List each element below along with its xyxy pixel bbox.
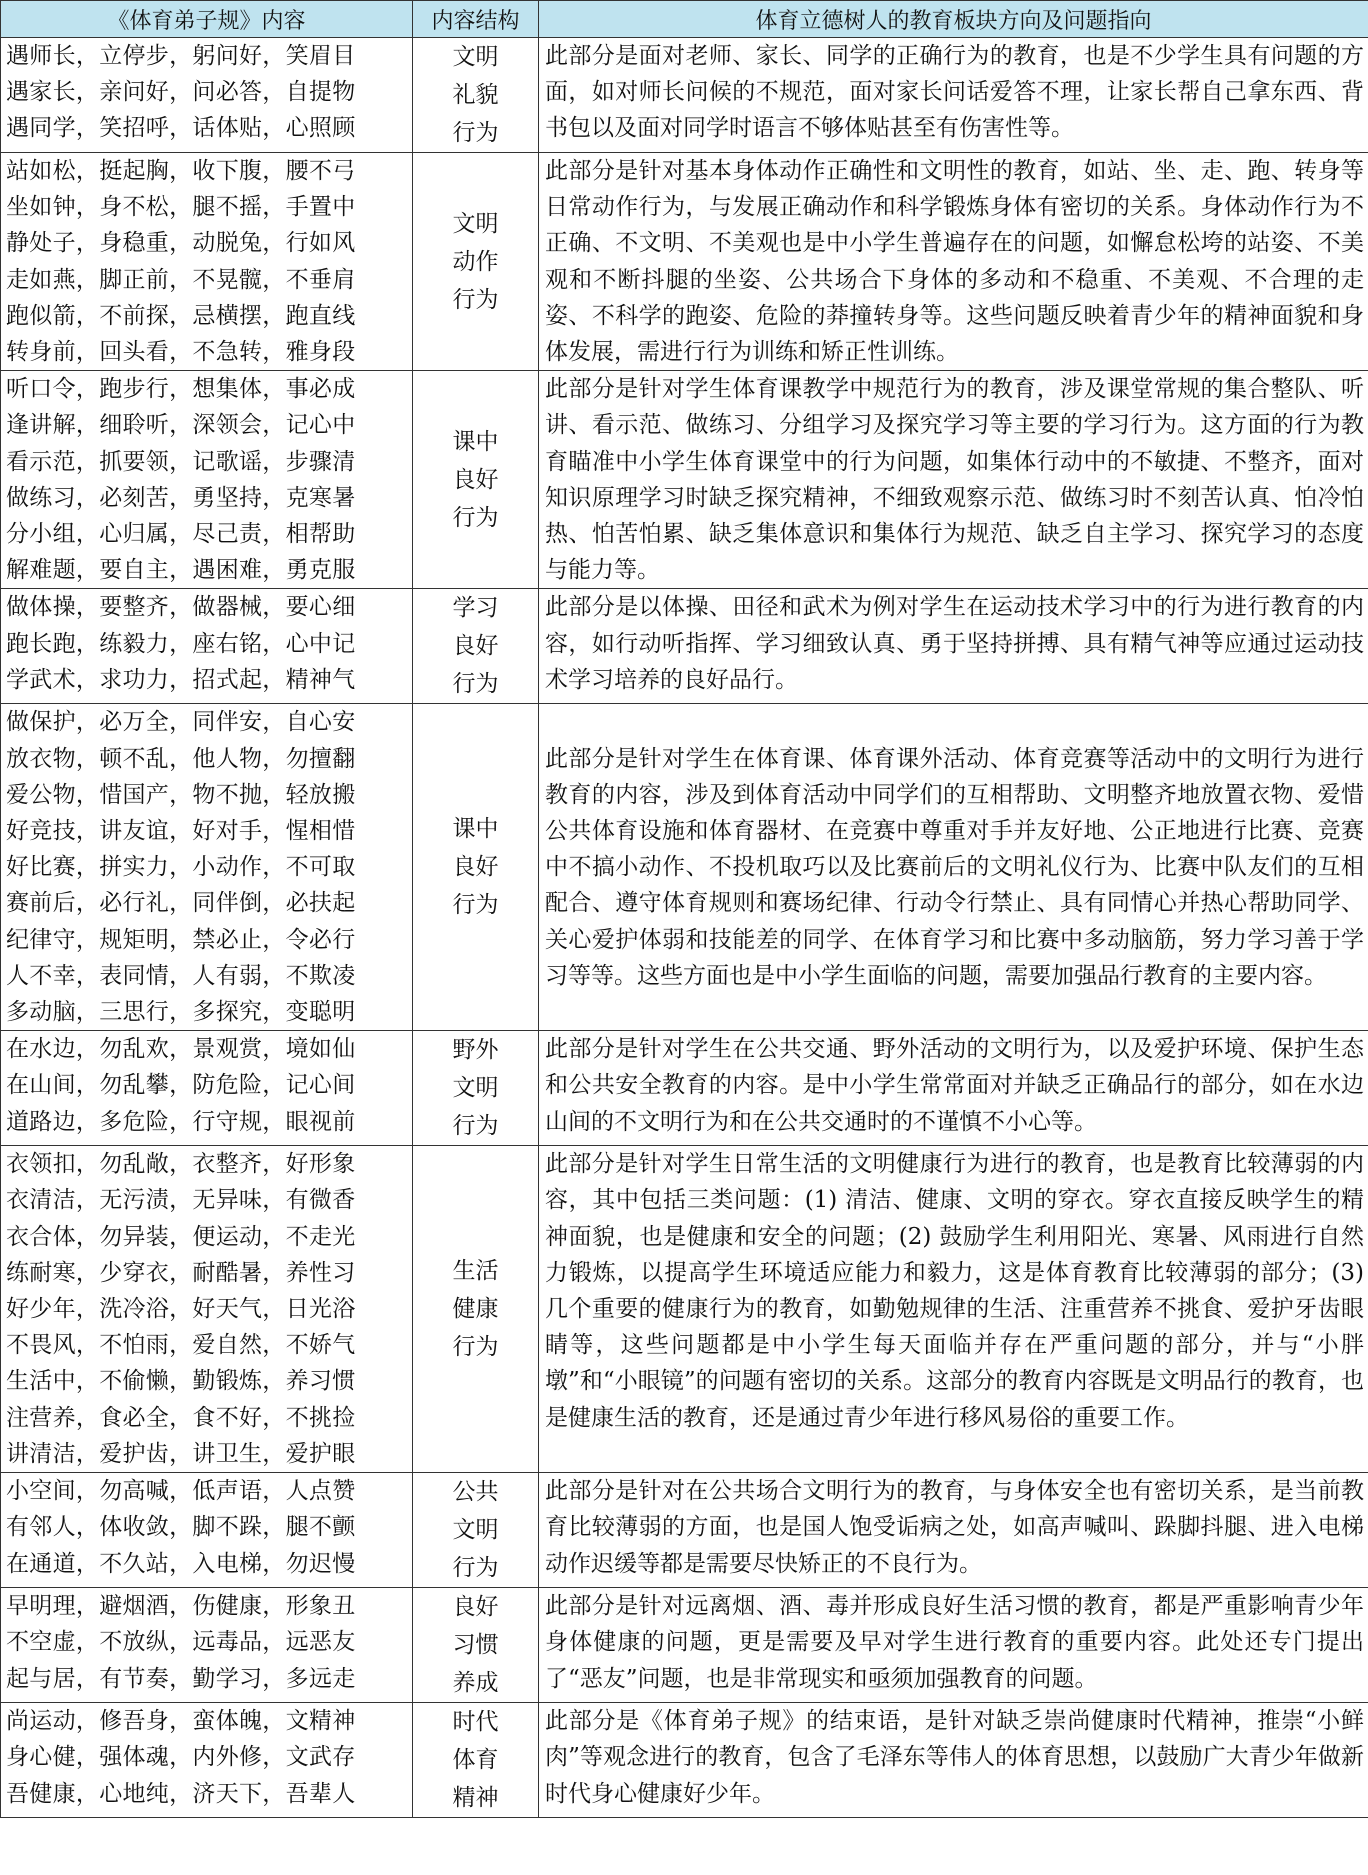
header-content: 《体育弟子规》内容	[1, 1, 413, 38]
structure-cell	[413, 1031, 539, 1146]
verse-line: 解难题，要自主，遇困难，勇克服	[6, 557, 356, 584]
structure-label: 文明	[452, 1517, 499, 1544]
verse-line: 有邻人，体收敛，脚不跺，腿不颤	[6, 1514, 356, 1541]
rule-verses	[1, 1703, 413, 1818]
structure-label: 行为	[452, 504, 499, 531]
structure-cell	[413, 1588, 539, 1703]
header-structure: 内容结构	[413, 1, 539, 38]
verse-line: 吾健康，心地纯，济天下，吾辈人	[6, 1780, 356, 1807]
rule-verses	[1, 1031, 413, 1146]
structure-label: 良好	[452, 854, 499, 881]
verse-line: 练耐寒，少穿衣，耐酷暑，养性习	[6, 1259, 356, 1286]
verse-line: 注营养，食必全，食不好，不挑捡	[6, 1404, 356, 1431]
verse-line: 遇家长，亲问好，问必答，自提物	[6, 79, 356, 106]
verse-line: 站如松，挺起胸，收下腹，腰不弓	[6, 158, 356, 184]
description-cell: 此部分是面对老师、家长、同学的正确行为的教育，也是不少学生具有问题的方面，如对师长问候的不规范，面对家长问话爱答不理，让家长帮自己拿东西、背书包以及面对同学时语言不够体贴甚至有伤害性等。	[539, 38, 1368, 153]
structure-cell	[413, 38, 539, 153]
verse-line: 人不幸，表同情，人有弱，不欺凌	[6, 962, 356, 989]
verse-line: 走如燕，脚正前，不晃髋，不垂肩	[6, 266, 356, 293]
structure-label: 行为	[452, 1334, 499, 1361]
structure-label: 文明	[452, 44, 499, 70]
verse-line: 好少年，洗冷浴，好天气，日光浴	[6, 1296, 356, 1323]
table-row	[1, 1031, 1368, 1146]
table-header-row	[1, 1, 1368, 38]
structure-label: 良好	[452, 1594, 499, 1621]
structure-cell	[413, 371, 539, 589]
verse-line: 转身前，回头看，不急转，雅身段	[6, 339, 356, 366]
table-row	[1, 153, 1368, 371]
table-row	[1, 1703, 1368, 1818]
structure-label: 动作	[452, 248, 499, 275]
verse-line: 坐如钟，身不松，腿不摇，手置中	[6, 194, 356, 221]
structure-cell	[413, 153, 539, 371]
verse-line: 做练习，必刻苦，勇坚持，克寒暑	[6, 484, 356, 511]
rule-verses	[1, 153, 413, 371]
description-cell: 此部分是针对学生体育课教学中规范行为的教育，涉及课堂常规的集合整队、听讲、看示范、做练习、分组学习及探究学习等主要的学习行为。这方面的行为教育瞄准中小学生体育课堂中的行为问题，如集体行动中的不敏捷、不整齐，面对知识原理学习时缺乏探究精神，不细致观察示范、做练习时不刻苦认真、怕冷怕热、怕苦怕累、缺乏集体意识和集体行为规范、缺乏自主学习、探究学习的态度与能力等。	[539, 371, 1368, 589]
verse-line: 做体操，要整齐，做器械，要心细	[6, 594, 356, 621]
verse-line: 多动脑，三思行，多探究，变聪明	[6, 999, 356, 1026]
rule-verses	[1, 1473, 413, 1588]
verse-line: 分小组，心归属，尽己责，相帮助	[6, 521, 356, 548]
structure-label: 行为	[452, 120, 499, 146]
structure-label: 行为	[452, 286, 499, 313]
verse-line: 纪律守，规矩明，禁必止，令必行	[6, 926, 356, 953]
verse-line: 听口令，跑步行，想集体，事必成	[6, 376, 356, 403]
verse-line: 衣清洁，无污渍，无异味，有微香	[6, 1187, 356, 1214]
verse-line: 好比赛，拼实力，小动作，不可取	[6, 854, 356, 881]
structure-label: 学习	[452, 595, 499, 622]
description-cell: 此部分是针对学生日常生活的文明健康行为进行的教育，也是教育比较薄弱的内容，其中包括三类问题：(1) 清洁、健康、文明的穿衣。穿衣直接反映学生的精神面貌，也是健康和安全的问题；(2) 鼓励学生利用阳光、寒暑、风雨进行自然力锻炼，以提高学生环境适应能力和毅力，这是体育教育比较薄弱的部分；(3) 几个重要的健康行为的教育，如勤勉规律的生活、注重营养不挑食、爱护牙齿眼睛等，这些问题都是中小学生每天面临并存在严重问题的部分，并与“小胖墩”和“小眼镜”的问题有密切的关系。这部分的教育内容既是文明品行的教育，也是健康生活的教育，还是通过青少年进行移风易俗的重要工作。	[539, 1146, 1368, 1473]
structure-label: 时代	[452, 1709, 499, 1736]
verse-line: 看示范，抓要领，记歌谣，步骤清	[6, 448, 356, 475]
verse-line: 放衣物，顿不乱，他人物，勿擅翻	[6, 745, 356, 772]
verse-line: 起与居，有节奏，勤学习，多远走	[6, 1665, 356, 1692]
verse-line: 跑长跑，练毅力，座右铭，心中记	[6, 630, 356, 657]
description-cell: 此部分是《体育弟子规》的结束语，是针对缺乏崇尚健康时代精神，推崇“小鲜肉”等观念进行的教育，包含了毛泽东等伟人的体育思想，以鼓励广大青少年做新时代身心健康好少年。	[539, 1703, 1368, 1818]
structure-label: 公共	[452, 1479, 499, 1506]
header-direction: 体育立德树人的教育板块方向及问题指向	[539, 1, 1368, 38]
verse-line: 遇同学，笑招呼，话体贴，心照顾	[6, 115, 356, 142]
table-row	[1, 1588, 1368, 1703]
structure-cell	[413, 704, 539, 1031]
rule-verses	[1, 371, 413, 589]
verse-line: 讲清洁，爱护齿，讲卫生，爱护眼	[6, 1440, 356, 1467]
structure-cell	[413, 1473, 539, 1588]
verse-line: 遇师长，立停步，躬问好，笑眉目	[6, 43, 356, 69]
structure-label: 体育	[452, 1747, 499, 1774]
verse-line: 衣领扣，勿乱敞，衣整齐，好形象	[6, 1151, 356, 1178]
structure-label: 行为	[452, 671, 499, 698]
table-row	[1, 1146, 1368, 1473]
description-cell: 此部分是针对远离烟、酒、毒并形成良好生活习惯的教育，都是严重影响青少年身体健康的问题，更是需要及早对学生进行教育的重要内容。此处还专门提出了“恶友”问题，也是非常现实和亟须加强教育的问题。	[539, 1588, 1368, 1703]
rule-verses	[1, 1588, 413, 1703]
verse-line: 小空间，勿高喊，低声语，人点赞	[6, 1478, 356, 1505]
structure-label: 文明	[452, 210, 499, 237]
rule-verses	[1, 589, 413, 704]
table-row	[1, 371, 1368, 589]
structure-label: 良好	[452, 466, 499, 493]
table-row	[1, 1473, 1368, 1588]
table-row	[1, 589, 1368, 704]
verse-line: 生活中，不偷懒，勤锻炼，养习惯	[6, 1368, 356, 1395]
description-cell: 此部分是针对学生在公共交通、野外活动的文明行为，以及爱护环境、保护生态和公共安全教育的内容。是中小学生常常面对并缺乏正确品行的部分，如在水边山间的不文明行为和在公共交通时的不谨慎不小心等。	[539, 1031, 1368, 1146]
verse-line: 道路边，多危险，行守规，眼视前	[6, 1108, 356, 1135]
structure-label: 精神	[452, 1785, 499, 1812]
rule-verses	[1, 38, 413, 153]
structure-label: 礼貌	[452, 82, 499, 108]
verse-line: 不畏风，不怕雨，爱自然，不娇气	[6, 1332, 356, 1359]
verse-line: 衣合体，勿异装，便运动，不走光	[6, 1223, 356, 1250]
structure-label: 生活	[452, 1258, 499, 1285]
structure-cell	[413, 589, 539, 704]
verse-line: 静处子，身稳重，动脱兔，行如风	[6, 230, 356, 257]
verse-line: 爱公物，惜国产，物不抛，轻放搬	[6, 781, 356, 808]
structure-label: 行为	[452, 1555, 499, 1582]
rule-verses	[1, 704, 413, 1031]
verse-line: 不空虚，不放纵，远毒品，远恶友	[6, 1629, 356, 1656]
structure-label: 养成	[452, 1670, 499, 1697]
structure-label: 课中	[452, 428, 499, 455]
verse-line: 跑似箭，不前探，忌横摆，跑直线	[6, 302, 356, 329]
rule-verses	[1, 1146, 413, 1473]
structure-label: 文明	[452, 1075, 499, 1102]
structure-label: 课中	[452, 816, 499, 843]
verse-line: 赛前后，必行礼，同伴倒，必扶起	[6, 890, 356, 917]
structure-label: 良好	[452, 633, 499, 660]
description-cell: 此部分是以体操、田径和武术为例对学生在运动技术学习中的行为进行教育的内容，如行动听指挥、学习细致认真、勇于坚持拼搏、具有精气神等应通过运动技术学习培养的良好品行。	[539, 589, 1368, 704]
structure-label: 行为	[452, 892, 499, 919]
table-row	[1, 38, 1368, 153]
verse-line: 身心健，强体魂，内外修，文武存	[6, 1744, 356, 1771]
verse-line: 做保护，必万全，同伴安，自心安	[6, 709, 356, 736]
verse-line: 好竞技，讲友谊，好对手，惺相惜	[6, 818, 356, 845]
description-cell: 此部分是针对学生在体育课、体育课外活动、体育竞赛等活动中的文明行为进行教育的内容，涉及到体育活动中同学们的互相帮助、文明整齐地放置衣物、爱惜公共体育设施和体育器材、在竞赛中尊重对手并友好地、公正地进行比赛、竞赛中不搞小动作、不投机取巧以及比赛前后的文明礼仪行为、比赛中队友们的互相配合、遵守体育规则和赛场纪律、行动令行禁止、具有同情心并热心帮助同学、关心爱护体弱和技能差的同学、在体育学习和比赛中多动脑筋，努力学习善于学习等等。这些方面也是中小学生面临的问题，需要加强品行教育的主要内容。	[539, 704, 1368, 1031]
structure-label: 习惯	[452, 1632, 499, 1659]
structure-label: 野外	[452, 1037, 499, 1064]
verse-line: 在水边，勿乱欢，景观赏，境如仙	[6, 1036, 356, 1063]
structure-label: 行为	[452, 1113, 499, 1140]
description-cell: 此部分是针对在公共场合文明行为的教育，与身体安全也有密切关系，是当前教育比较薄弱的方面，也是国人饱受诟病之处，如高声喊叫、跺脚抖腿、进入电梯动作迟缓等都是需要尽快矫正的不良行为。	[539, 1473, 1368, 1588]
structure-cell	[413, 1703, 539, 1818]
description-cell: 此部分是针对基本身体动作正确性和文明性的教育，如站、坐、走、跑、转身等日常动作行为，与发展正确动作和科学锻炼身体有密切的关系。身体动作行为不正确、不文明、不美观也是中小学生普遍存在的问题，如懈怠松垮的站姿、不美观和不断抖腿的坐姿、公共场合下身体的多动和不稳重、不美观、不合理的走姿、不科学的跑姿、危险的莽撞转身等。这些问题反映着青少年的精神面貌和身体发展，需进行行为训练和矫正性训练。	[539, 153, 1368, 371]
verse-line: 在山间，勿乱攀，防危险，记心间	[6, 1072, 356, 1099]
verse-line: 逢讲解，细聆听，深领会，记心中	[6, 412, 356, 439]
structure-cell	[413, 1146, 539, 1473]
verse-line: 早明理，避烟酒，伤健康，形象丑	[6, 1593, 356, 1620]
structure-label: 健康	[452, 1296, 499, 1323]
table-row	[1, 704, 1368, 1031]
verse-line: 尚运动，修吾身，蛮体魄，文精神	[6, 1708, 356, 1735]
verse-line: 学武术，求功力，招式起，精神气	[6, 666, 356, 693]
verse-line: 在通道，不久站，入电梯，勿迟慢	[6, 1550, 356, 1577]
